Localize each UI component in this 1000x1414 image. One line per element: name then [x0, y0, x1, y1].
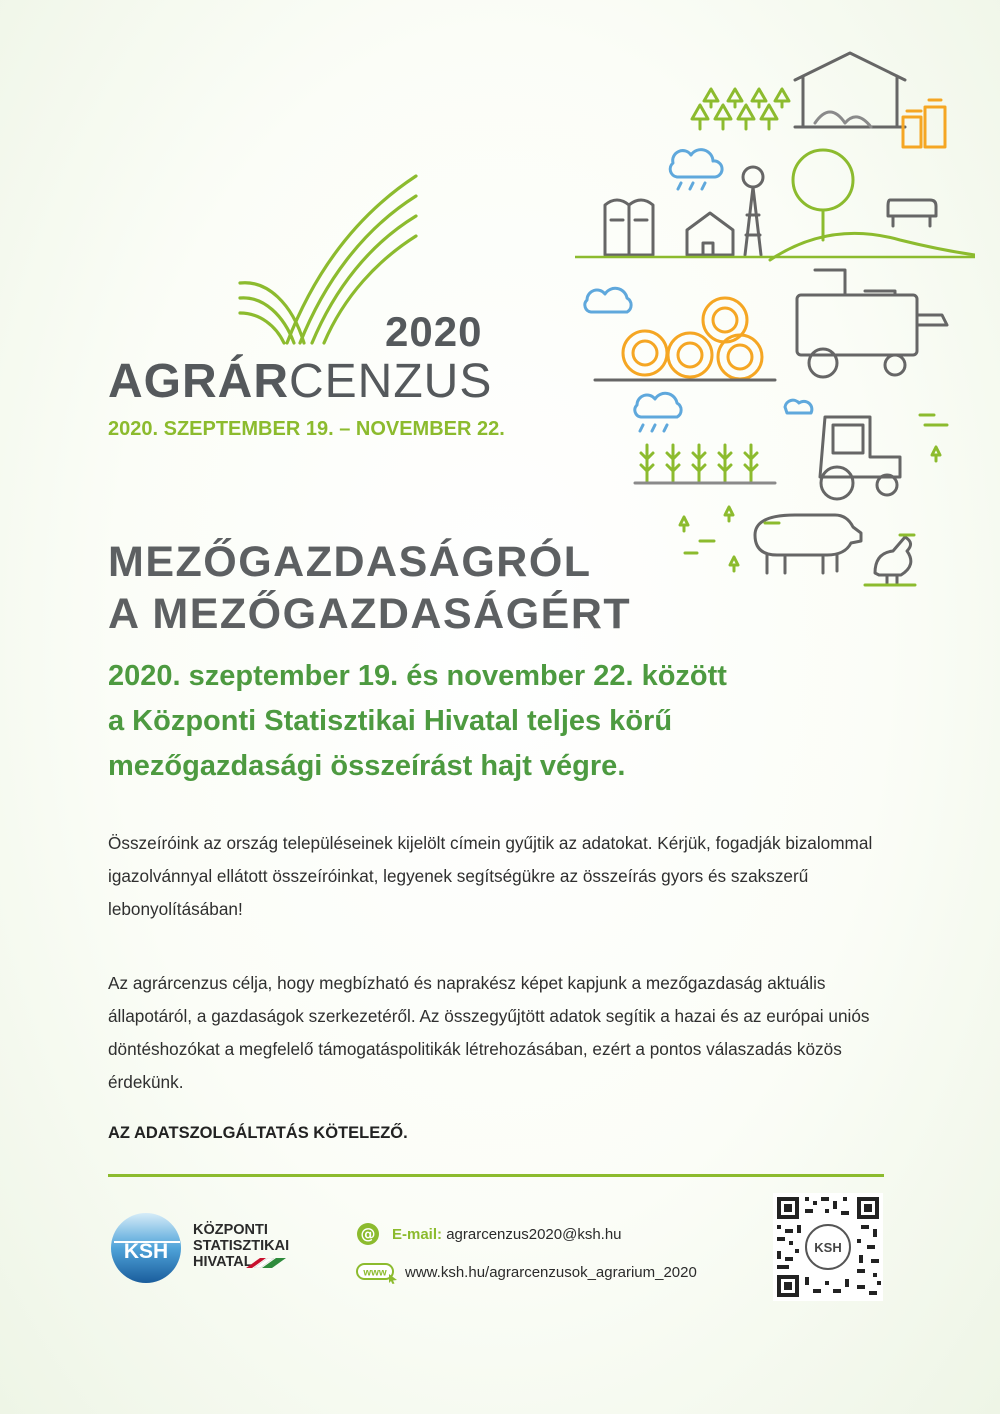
body-paragraph-2: Az agrárcenzus célja, hogy megbízható és naprakész képet kapjunk a mezőgazdaság aktuális állapotáról, a gazdaságok szerkezetéről. Az összegyűjtött adatok segítik a hazai és az európai uniós döntéshozókat a megfelelő támogatáspolitikák létrehozásában, ezért a pontos válaszadás közös érdekünk. [108, 973, 870, 1092]
cloud-icon [585, 288, 631, 312]
house-icon [687, 213, 733, 255]
email-row [392, 1226, 622, 1243]
headline-line-1: MEZŐGAZDASÁGRÓL [108, 538, 592, 586]
svg-text:www: www [363, 1267, 387, 1279]
sacks-icon [903, 100, 945, 147]
subheadline-line-1: 2020. szeptember 19. és november 22. között [108, 660, 727, 692]
rain-cloud-2-icon [635, 393, 681, 431]
footer-divider [108, 1174, 884, 1177]
subheadline-line-3: mezőgazdasági összeírást hajt végre. [108, 750, 626, 782]
apple-tree-icon [793, 150, 853, 240]
tree-row-icon [692, 89, 789, 129]
hay-bales-icon [623, 298, 762, 379]
windmill-icon [743, 167, 763, 255]
logo-word-bold: AGRÁR [108, 355, 289, 408]
farm-illustration [575, 45, 975, 605]
corn-row-icon [641, 445, 757, 481]
cloud-small-icon [785, 400, 812, 413]
silos-icon [605, 200, 653, 255]
ksh-name-line-2: STATISZTIKAI [193, 1238, 290, 1254]
headline-line-2: A MEZŐGAZDASÁGÉRT [108, 590, 632, 638]
logo-date-range: 2020. SZEPTEMBER 19. – NOVEMBER 22. [108, 418, 505, 440]
tractor-icon [820, 417, 900, 499]
sprouts-icon [680, 415, 947, 571]
logo-word-light: CENZUS [289, 355, 493, 408]
rain-cloud-icon [670, 150, 722, 189]
hungarian-flag-stripe-icon [246, 1258, 288, 1268]
shed-icon [795, 53, 905, 127]
email-label: E-mail: [392, 1226, 443, 1243]
www-icon [356, 1262, 398, 1284]
mandatory-notice: AZ ADATSZOLGÁLTATÁS KÖTELEZŐ. [108, 1124, 408, 1142]
svg-text:@: @ [360, 1225, 376, 1243]
body-paragraph-1: Összeíróink az ország településeinek kijelölt címein gyűjtik az adatokat. Kérjük, fogadják bizalommal igazolvánnyal ellátott összeíróinkat, legyenek segítségükre az összeírás gyors és szakszerű lebonyolításában! [108, 833, 873, 919]
hen-icon [875, 537, 911, 583]
email-link[interactable]: agrarcenzus2020@ksh.hu [446, 1226, 622, 1243]
at-icon [356, 1222, 380, 1246]
ksh-name-line-3: HIVATAL [193, 1254, 253, 1270]
logo-year: 2020 [385, 308, 483, 355]
subheadline-line-2: a Központi Statisztikai Hivatal teljes körű [108, 705, 673, 737]
ksh-badge-text: KSH [123, 1240, 169, 1263]
logo-wordmark [108, 354, 492, 409]
ksh-name-line-1: KÖZPONTI [193, 1222, 268, 1238]
website-link[interactable]: www.ksh.hu/agrarcenzusok_agrarium_2020 [405, 1264, 697, 1281]
qr-code-icon[interactable] [773, 1193, 883, 1301]
ksh-logo-icon [108, 1210, 188, 1286]
harvester-icon [797, 270, 947, 377]
cow-icon [888, 200, 936, 226]
qr-badge-text: KSH [814, 1240, 842, 1255]
